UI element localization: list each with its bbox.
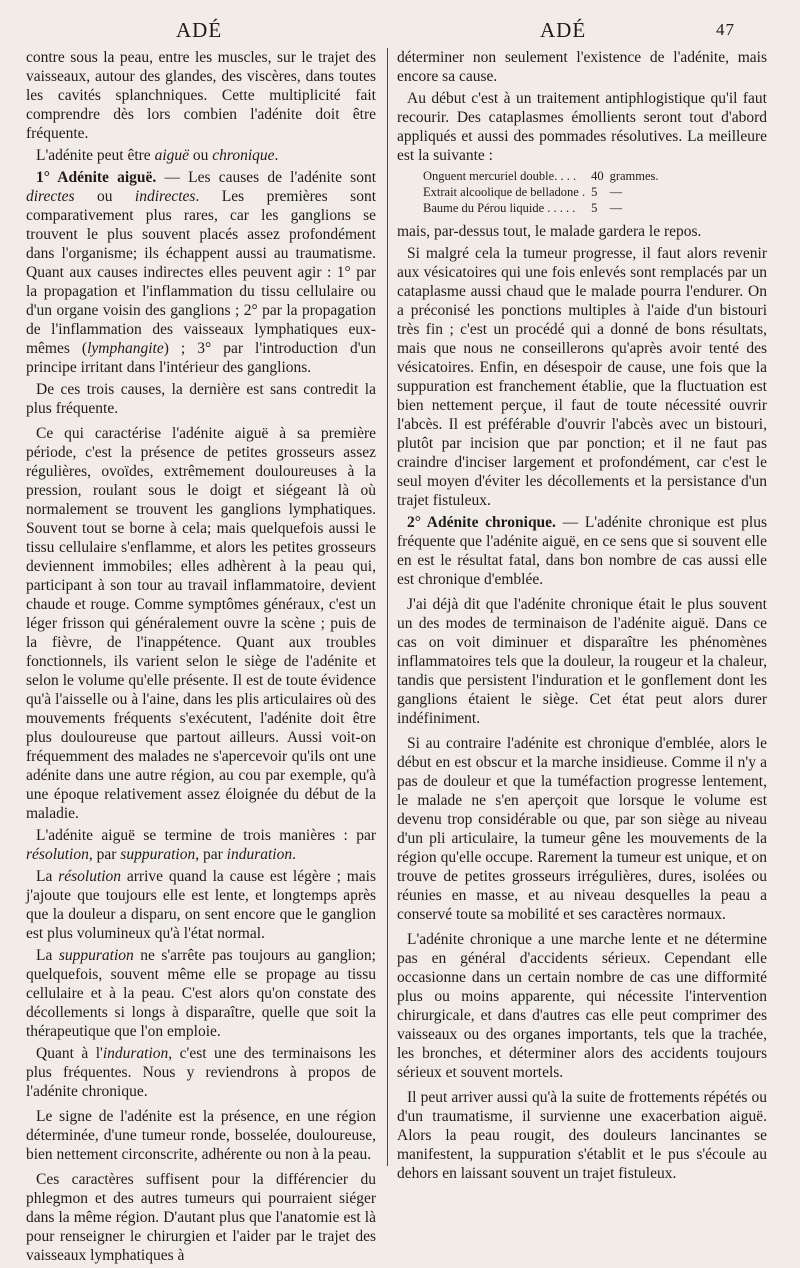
running-head-right: ADÉ <box>540 18 587 42</box>
paragraph: L'adénite chronique a une marche lente et ne détermine pas en général d'accidents sérieux. Cependant elle occasionne dans un certain nombre de cas une difformité plus ou moins apparente, qui nécessite l'intervention chirurgicale, et dans d'autres cas elle peut comprimer des vaisseaux ou des organes importants, tels que la trachée, les bronches, et déterminer alors des accidents toujours sérieux et souvent mortels. <box>397 931 767 1081</box>
right-column <box>397 48 767 1186</box>
recipe-unit: grammes. <box>609 169 659 183</box>
paragraph: 1° Adénite aiguë. — Les causes de l'adénite sont directes ou indirectes. Les premières sont comparativement plus rares, car les ganglions se trouvent le plus souvent placés assez profondément dans l'organisme; ils échappent aussi au traumatisme. Quant aux causes indirectes elles peuvent agir : 1° par la propagation et l'inflammation du tissu cellulaire ou d'un organe voisin des ganglions ; 2° par la propagation de l'inflammation des vaisseaux lymphatiques eux-mêmes (lymphangite) ; 3° par l'introduction d'un principe irritant dans l'intérieur des ganglions. <box>26 169 377 376</box>
paragraph: J'ai déjà dit que l'adénite chronique était le plus souvent un des modes de terminaison de l'adénite aiguë. Dans ce cas on voit diminuer et disparaître les phénomènes inflammatoires tels que la douleur, la rougeur et la chaleur, tandis que persistent l'induration et le gonflement dont les ganglions étaient le siège. Cet état peut alors durer indéfiniment. <box>397 596 767 727</box>
left-column <box>26 48 376 1268</box>
paragraph: Ces caractères suffisent pour la différencier du phlegmon et des autres tumeurs qui pourraient siéger dans la même région. D'autant plus que l'anatomie est là pour renseigner le chirurgien et l'aider par le trajet des vaisseaux lymphatiques à <box>26 1171 376 1264</box>
recipe-quantity: 40 <box>591 169 604 183</box>
recipe-ingredient: Onguent mercuriel double. . . . <box>423 169 577 183</box>
paragraph: Au début c'est à un traitement antiphlogistique qu'il faut recourir. Des cataplasmes émollients seront tout d'abord appliqués et aussi des pommades résolutives. La meilleure est la suivante : <box>397 90 767 164</box>
paragraph: 2° Adénite chronique. — L'adénite chronique est plus fréquente que l'adénite aiguë, en ce sens que si souvent elle en est le résultat fatal, dans bon nombre de cas aussi elle est chronique d'emblée. <box>397 514 767 588</box>
recipe-unit: — <box>609 201 623 215</box>
section-heading: 2° Adénite chronique. <box>407 514 556 531</box>
paragraph: Il peut arriver aussi qu'à la suite de frottements répétés ou d'un traumatisme, il survienne une exacerbation aiguë. Alors la peau rougit, des douleurs lancinantes se manifestent, la suppuration s'établit et le pus s'écoule au dehors en laissant souvent un trajet fistuleux. <box>397 1089 767 1182</box>
paragraph: Si malgré cela la tumeur progresse, il faut alors revenir aux vésicatoires qui une fois enlevés sont remplacés par un cataplasme aussi chaud que le malade pourra l'endurer. On a préconisé les ponctions multiples à l'aide d'un bistouri très fin ; c'est un procédé qui a donné de bons résultats, mais que nous ne conseillerons qu'après avoir tenté des vésicatoires. Enfin, en désespoir de cause, une fois que la suppuration est franchement établie, que la fluctuation est bien nettement perçue, il faut de toute nécessité ouvrir l'abcès. Il est préférable d'ouvrir l'abcès avec un bistouri, plutôt par incision que par ponction; et il ne faut pas craindre d'inciser largement et profondément, car c'est le seul moyen d'éviter les décollements et la persistance d'un trajet fistuleux. <box>397 245 767 509</box>
paragraph: Le signe de l'adénite est la présence, en une région déterminée, d'une tumeur ronde, bosselée, douloureuse, bien nettement circonscrite, adhérente ou non à la peau. <box>26 1108 376 1163</box>
paragraph: contre sous la peau, entre les muscles, sur le trajet des vaisseaux, autour des glandes, des viscères, dans toutes les cavités splanchniques. Cette multiplicité fait comprendre dès lors combien l'adénite doit être fréquente. <box>26 49 376 142</box>
running-head-left: ADÉ <box>176 18 223 42</box>
recipe-row <box>423 168 665 184</box>
paragraph: mais, par-dessus tout, le malade gardera le repos. <box>397 223 702 240</box>
paragraph: Quant à l'induration, c'est une des terminaisons les plus fréquentes. Nous y reviendrons à propos de l'adénite chronique. <box>26 1045 376 1100</box>
paragraph: L'adénite peut être aiguë ou chronique. <box>36 147 279 164</box>
paragraph: La résolution arrive quand la cause est légère ; mais j'ajoute que toujours elle est lente, et longtemps après que la douleur a disparu, on sent encore que le ganglion est plus volumineux qu'à l'état normal. <box>26 868 376 942</box>
page-header <box>0 18 800 48</box>
section-heading: 1° Adénite aiguë. <box>36 169 157 186</box>
recipe-ingredient: Extrait alcoolique de belladone . <box>423 185 586 199</box>
recipe-ingredient: Baume du Pérou liquide . . . . . <box>423 201 576 215</box>
recipe-quantity: 5 <box>591 201 598 215</box>
recipe-unit: — <box>609 185 623 199</box>
recipe-row <box>423 184 665 200</box>
paragraph: Si au contraire l'adénite est chronique d'emblée, alors le début en est obscur et la marche insidieuse. Comme il n'y a pas de douleur et que la tuméfaction progresse lentement, le malade ne s'en aperçoit que lorsque le volume est devenu trop considérable ou que, par son siège au niveau d'un pli articulaire, la tumeur gêne les mouvements de la région qu'elle occupe. Rarement la tumeur est unique, et on trouve de petites grosseurs irrégulières, dures, isolées ou réunies en masse, et au niveau desquelles la peau a conservé toute sa mobilité et ses caractères normaux. <box>397 735 767 923</box>
recipe-quantity: 5 <box>591 185 598 199</box>
recipe-row <box>423 200 665 216</box>
paragraph: L'adénite aiguë se termine de trois manières : par résolution, par suppuration, par induration. <box>26 827 376 863</box>
paragraph: Ce qui caractérise l'adénite aiguë à sa première période, c'est la présence de petites grosseurs assez régulières, ovoïdes, extrêmement douloureuses à la pression, roulant sous le doigt et siégeant là où normalement se trouvent les ganglions lymphatiques. Souvent tout se borne à cela; mais quelquefois aussi le tissu cellulaire s'enflamme, et alors les petites grosseurs deviennent immobiles; elles adhèrent à la peau qui, participant à son tour au travail inflammatoire, devient chaude et rouge. Comme symptômes généraux, c'est un léger frisson qui généralement ouvre la scène ; puis de la fièvre, de l'inappétence. Quant aux troubles fonctionnels, ils varient selon le siège de l'adénite et selon le volume qu'elle présente. Il est de toute évidence qu'à l'aisselle ou à l'aine, dans les plis articulaires où des mouvements fréquents s'exécutent, l'adénite doit être plus douloureuse que partout ailleurs. Aussi voit-on fréquemment des malades ne s'apercevoir qu'ils ont une adénite dans une autre région, au cou par exemple, qu'à une époque relativement assez éloignée du début de la maladie. <box>26 425 376 822</box>
paragraph: De ces trois causes, la dernière est sans contredit la plus fréquente. <box>26 381 376 417</box>
page-number: 47 <box>716 20 735 39</box>
recipe-table <box>423 168 665 216</box>
paragraph: La suppuration ne s'arrête pas toujours au ganglion; quelquefois, souvent même elle se propage au tissu cellulaire et à la peau. C'est alors qu'on constate des décollements si longs à disparaître, quelle que soit la thérapeutique que l'on emploie. <box>26 947 376 1040</box>
paragraph: déterminer non seulement l'existence de l'adénite, mais encore sa cause. <box>397 49 767 85</box>
column-divider <box>387 48 388 1166</box>
